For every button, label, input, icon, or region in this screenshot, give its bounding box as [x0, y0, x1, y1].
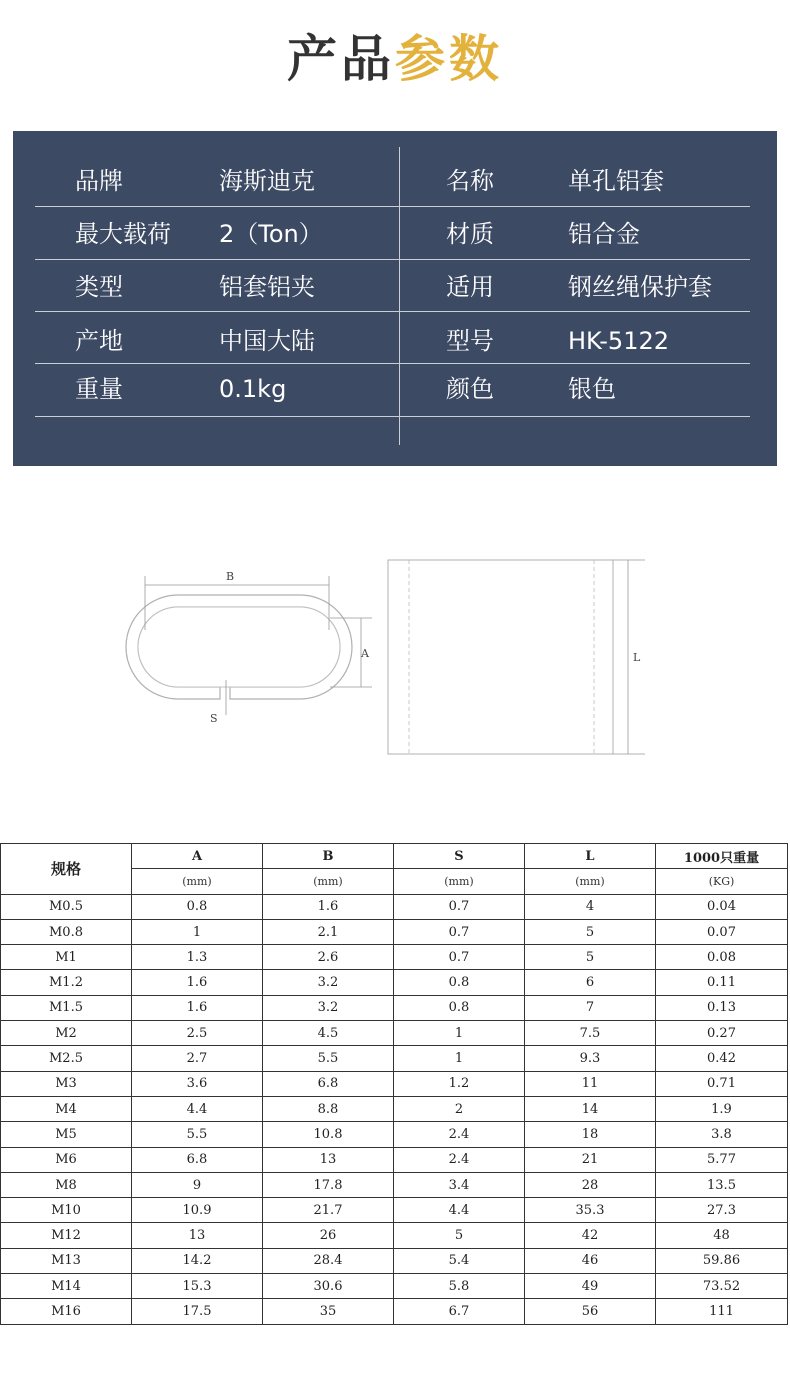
table-cell: 3.4 [394, 1172, 525, 1197]
param-label: 类型 [75, 273, 123, 301]
table-cell: 35.3 [525, 1198, 656, 1223]
table-cell: 42 [525, 1223, 656, 1248]
unit-a: (mm) [132, 869, 263, 894]
table-cell: 6.7 [394, 1299, 525, 1324]
table-cell: 4.5 [263, 1021, 394, 1046]
header-a: A [132, 844, 263, 869]
divider [35, 311, 750, 312]
table-cell: 5.8 [394, 1274, 525, 1299]
cell-spec: M4 [1, 1096, 132, 1121]
table-cell: 13 [263, 1147, 394, 1172]
table-cell: 8.8 [263, 1096, 394, 1121]
param-label: 产地 [75, 327, 123, 355]
dimension-diagram [0, 540, 790, 770]
cell-spec: M2 [1, 1021, 132, 1046]
table-cell: 1.6 [132, 970, 263, 995]
table-cell: 28 [525, 1172, 656, 1197]
table-cell: 0.11 [656, 970, 788, 995]
label-b: B [226, 570, 235, 583]
table-body [1, 894, 788, 1324]
divider [35, 363, 750, 364]
table-row [1, 945, 788, 970]
divider [35, 416, 750, 417]
table-row [1, 995, 788, 1020]
table-cell: 48 [656, 1223, 788, 1248]
table-cell: 5 [525, 919, 656, 944]
table-cell: 14.2 [132, 1248, 263, 1273]
table-row [1, 1096, 788, 1121]
table-row [1, 1274, 788, 1299]
param-value: 2（Ton） [219, 220, 323, 248]
table-row [1, 1147, 788, 1172]
table-row [1, 1071, 788, 1096]
table-cell: 111 [656, 1299, 788, 1324]
header-l: L [525, 844, 656, 869]
divider [35, 206, 750, 207]
header-weight: 1000只重量 [656, 844, 788, 869]
param-value: 铝套铝夹 [219, 273, 315, 301]
unit-s: (mm) [394, 869, 525, 894]
param-label: 材质 [446, 220, 494, 248]
table-cell: 0.8 [132, 894, 263, 919]
unit-l: (mm) [525, 869, 656, 894]
table-cell: 0.8 [394, 995, 525, 1020]
table-row [1, 1172, 788, 1197]
param-value: 0.1kg [219, 375, 287, 403]
table-cell: 13 [132, 1223, 263, 1248]
table-row [1, 1122, 788, 1147]
table-cell: 6 [525, 970, 656, 995]
header-b: B [263, 844, 394, 869]
unit-b: (mm) [263, 869, 394, 894]
table-row [1, 919, 788, 944]
table-cell: 2.5 [132, 1021, 263, 1046]
table-cell: 21.7 [263, 1198, 394, 1223]
table-cell: 0.42 [656, 1046, 788, 1071]
table-row [1, 1198, 788, 1223]
param-label: 品牌 [75, 167, 123, 195]
table-cell: 21 [525, 1147, 656, 1172]
table-cell: 2.4 [394, 1147, 525, 1172]
table-cell: 0.13 [656, 995, 788, 1020]
table-cell: 0.27 [656, 1021, 788, 1046]
table-cell: 17.8 [263, 1172, 394, 1197]
params-panel [13, 131, 777, 466]
table-row [1, 1248, 788, 1273]
table-cell: 27.3 [656, 1198, 788, 1223]
table-cell: 2 [394, 1096, 525, 1121]
table-cell: 0.7 [394, 894, 525, 919]
table-cell: 5 [525, 945, 656, 970]
table-cell: 49 [525, 1274, 656, 1299]
table-cell: 9 [132, 1172, 263, 1197]
table-cell: 2.6 [263, 945, 394, 970]
table-cell: 5.5 [263, 1046, 394, 1071]
table-cell: 2.4 [394, 1122, 525, 1147]
table-cell: 1 [394, 1046, 525, 1071]
param-value: 钢丝绳保护套 [568, 273, 712, 301]
table-row [1, 1046, 788, 1071]
param-value: 单孔铝套 [568, 167, 664, 195]
table-cell: 10.8 [263, 1122, 394, 1147]
header-spec: 规格 [1, 844, 132, 895]
table-cell: 2.1 [263, 919, 394, 944]
cell-spec: M0.8 [1, 919, 132, 944]
cell-spec: M14 [1, 1274, 132, 1299]
param-label: 型号 [446, 327, 494, 355]
header-s: S [394, 844, 525, 869]
table-cell: 1.9 [656, 1096, 788, 1121]
table-cell: 5.4 [394, 1248, 525, 1273]
table-cell: 14 [525, 1096, 656, 1121]
table-cell: 56 [525, 1299, 656, 1324]
title-part1: 产品 [287, 30, 395, 88]
table-cell: 73.52 [656, 1274, 788, 1299]
cell-spec: M16 [1, 1299, 132, 1324]
table-cell: 0.8 [394, 970, 525, 995]
divider [35, 259, 750, 260]
table-cell: 0.04 [656, 894, 788, 919]
table-cell: 46 [525, 1248, 656, 1273]
param-value: 中国大陆 [219, 327, 315, 355]
table-cell: 18 [525, 1122, 656, 1147]
table-cell: 3.2 [263, 995, 394, 1020]
table-cell: 6.8 [263, 1071, 394, 1096]
title-part2: 参数 [395, 30, 503, 88]
ferrule-side-view [388, 560, 645, 754]
table-cell: 0.08 [656, 945, 788, 970]
table-cell: 1.3 [132, 945, 263, 970]
table-cell: 1 [394, 1021, 525, 1046]
table-cell: 3.8 [656, 1122, 788, 1147]
table-cell: 2.7 [132, 1046, 263, 1071]
cell-spec: M2.5 [1, 1046, 132, 1071]
param-label: 最大载荷 [75, 220, 171, 248]
cell-spec: M8 [1, 1172, 132, 1197]
cell-spec: M1.5 [1, 995, 132, 1020]
spec-table [0, 843, 788, 1325]
divider-vertical [399, 147, 400, 445]
table-cell: 7.5 [525, 1021, 656, 1046]
table-cell: 5.5 [132, 1122, 263, 1147]
table-cell: 30.6 [263, 1274, 394, 1299]
table-row [1, 1223, 788, 1248]
table-cell: 6.8 [132, 1147, 263, 1172]
param-label: 重量 [75, 375, 123, 403]
table-cell: 0.7 [394, 919, 525, 944]
table-row [1, 1299, 788, 1324]
table-cell: 1.6 [263, 894, 394, 919]
param-label: 适用 [446, 273, 494, 301]
table-cell: 4 [525, 894, 656, 919]
table-cell: 4.4 [394, 1198, 525, 1223]
param-value: 海斯迪克 [219, 167, 315, 195]
table-cell: 7 [525, 995, 656, 1020]
table-cell: 59.86 [656, 1248, 788, 1273]
cell-spec: M3 [1, 1071, 132, 1096]
param-label: 颜色 [446, 375, 494, 403]
table-row [1, 1021, 788, 1046]
table-cell: 5.77 [656, 1147, 788, 1172]
cell-spec: M5 [1, 1122, 132, 1147]
table-cell: 35 [263, 1299, 394, 1324]
page-title [0, 26, 790, 92]
table-cell: 9.3 [525, 1046, 656, 1071]
unit-weight: (KG) [656, 869, 788, 894]
ferrule-top-view [126, 576, 372, 715]
table-cell: 28.4 [263, 1248, 394, 1273]
cell-spec: M1.2 [1, 970, 132, 995]
cell-spec: M0.5 [1, 894, 132, 919]
table-cell: 13.5 [656, 1172, 788, 1197]
table-cell: 0.7 [394, 945, 525, 970]
table-cell: 17.5 [132, 1299, 263, 1324]
table-cell: 1.6 [132, 995, 263, 1020]
table-header-row [1, 844, 788, 869]
cell-spec: M12 [1, 1223, 132, 1248]
label-s: S [210, 712, 218, 725]
cell-spec: M6 [1, 1147, 132, 1172]
table-cell: 0.71 [656, 1071, 788, 1096]
table-cell: 10.9 [132, 1198, 263, 1223]
table-cell: 3.2 [263, 970, 394, 995]
table-cell: 3.6 [132, 1071, 263, 1096]
param-value: 铝合金 [568, 220, 640, 248]
cell-spec: M10 [1, 1198, 132, 1223]
label-l: L [633, 651, 641, 664]
param-value: HK-5122 [568, 327, 670, 355]
table-row [1, 970, 788, 995]
table-cell: 11 [525, 1071, 656, 1096]
table-cell: 1 [132, 919, 263, 944]
table-cell: 5 [394, 1223, 525, 1248]
table-cell: 4.4 [132, 1096, 263, 1121]
label-a: A [361, 647, 369, 660]
table-cell: 26 [263, 1223, 394, 1248]
cell-spec: M13 [1, 1248, 132, 1273]
table-row [1, 894, 788, 919]
param-value: 银色 [568, 375, 616, 403]
param-label: 名称 [446, 167, 494, 195]
table-cell: 0.07 [656, 919, 788, 944]
cell-spec: M1 [1, 945, 132, 970]
table-cell: 1.2 [394, 1071, 525, 1096]
table-cell: 15.3 [132, 1274, 263, 1299]
